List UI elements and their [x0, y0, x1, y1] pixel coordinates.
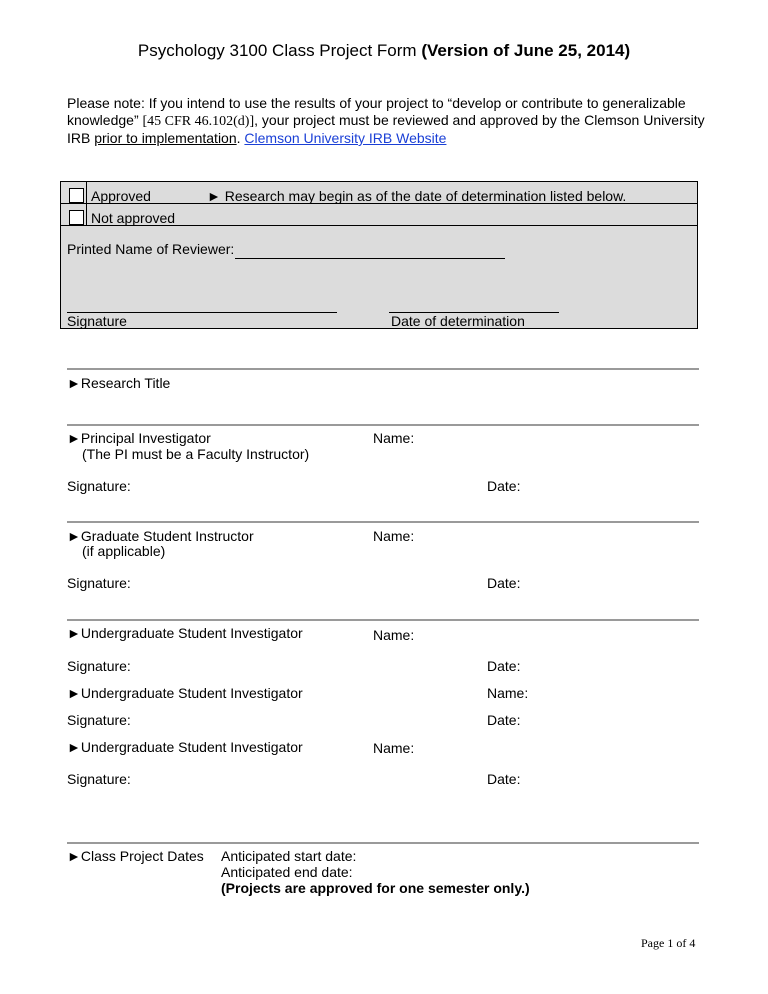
ugsi-2-label: ►Undergraduate Student Investigator [67, 685, 303, 701]
ugsi-3-label: ►Undergraduate Student Investigator [67, 739, 303, 755]
ugsi-1-label: ►Undergraduate Student Investigator [67, 625, 303, 641]
pi-signature-label: Signature: [67, 478, 131, 494]
ugsi-3-signature-label: Signature: [67, 771, 131, 787]
project-dates-label: ►Class Project Dates [67, 848, 204, 864]
irb-website-link[interactable]: Clemson University IRB Website [244, 130, 447, 146]
pi-label: ►Principal Investigator [67, 430, 211, 446]
gsi-name-label: Name: [373, 528, 415, 544]
not-approved-label: Not approved [91, 210, 176, 226]
gsi-signature-label: Signature: [67, 575, 131, 591]
ugsi-2-date-label: Date: [487, 712, 521, 728]
section-rule [67, 424, 699, 426]
section-rule [67, 842, 699, 844]
pi-sublabel: (The PI must be a Faculty Instructor) [82, 446, 310, 462]
note-text-middle: , your project must be reviewed and approved by the Clemson University IRB [67, 112, 705, 146]
start-date-label: Anticipated start date: [221, 848, 357, 864]
research-title-label: ►Research Title [67, 375, 171, 391]
review-box [60, 181, 698, 329]
gsi-sublabel: (if applicable) [82, 543, 166, 559]
gsi-date-label: Date: [487, 575, 521, 591]
checkbox-separator [86, 182, 87, 226]
note-citation: [45 CFR 46.102(d)] [142, 114, 255, 129]
form-version: (Version of June 25, 2014) [421, 41, 631, 60]
not-approved-checkbox[interactable] [69, 210, 84, 225]
approved-label: Approved [91, 188, 151, 204]
irb-note [67, 95, 707, 147]
ugsi-3-date-label: Date: [487, 771, 521, 787]
section-rule [67, 368, 699, 370]
page-title [0, 41, 768, 61]
end-date-label: Anticipated end date: [221, 864, 353, 880]
determination-date-label: Date of determination [391, 313, 525, 329]
ugsi-1-signature-label: Signature: [67, 658, 131, 674]
section-rule [67, 521, 699, 523]
reviewer-name-line[interactable] [235, 258, 505, 259]
pi-date-label: Date: [487, 478, 521, 494]
ugsi-2-name-label: Name: [487, 685, 529, 701]
ugsi-2-signature-label: Signature: [67, 712, 131, 728]
reviewer-name-label: Printed Name of Reviewer: [67, 241, 235, 257]
note-text-before: Please note: If you intend to use the results of your project to “develop or contribute to generalizable knowledge” [67, 95, 686, 128]
signature-label: Signature [67, 313, 127, 329]
ugsi-3-name-label: Name: [373, 740, 415, 756]
page-number: Page 1 of 4 [641, 936, 696, 950]
approved-checkbox[interactable] [69, 188, 84, 203]
pi-name-label: Name: [373, 430, 415, 446]
approved-note: ► Research may begin as of the date of determination listed below. [207, 188, 627, 204]
ugsi-1-date-label: Date: [487, 658, 521, 674]
gsi-label: ►Graduate Student Instructor [67, 528, 254, 544]
ugsi-1-name-label: Name: [373, 627, 415, 643]
note-period: . [236, 130, 241, 146]
section-rule [67, 619, 699, 621]
form-title: Psychology 3100 Class Project Form [137, 41, 417, 60]
note-underlined: prior to implementation [94, 130, 237, 146]
approval-note: (Projects are approved for one semester only.) [221, 880, 530, 896]
